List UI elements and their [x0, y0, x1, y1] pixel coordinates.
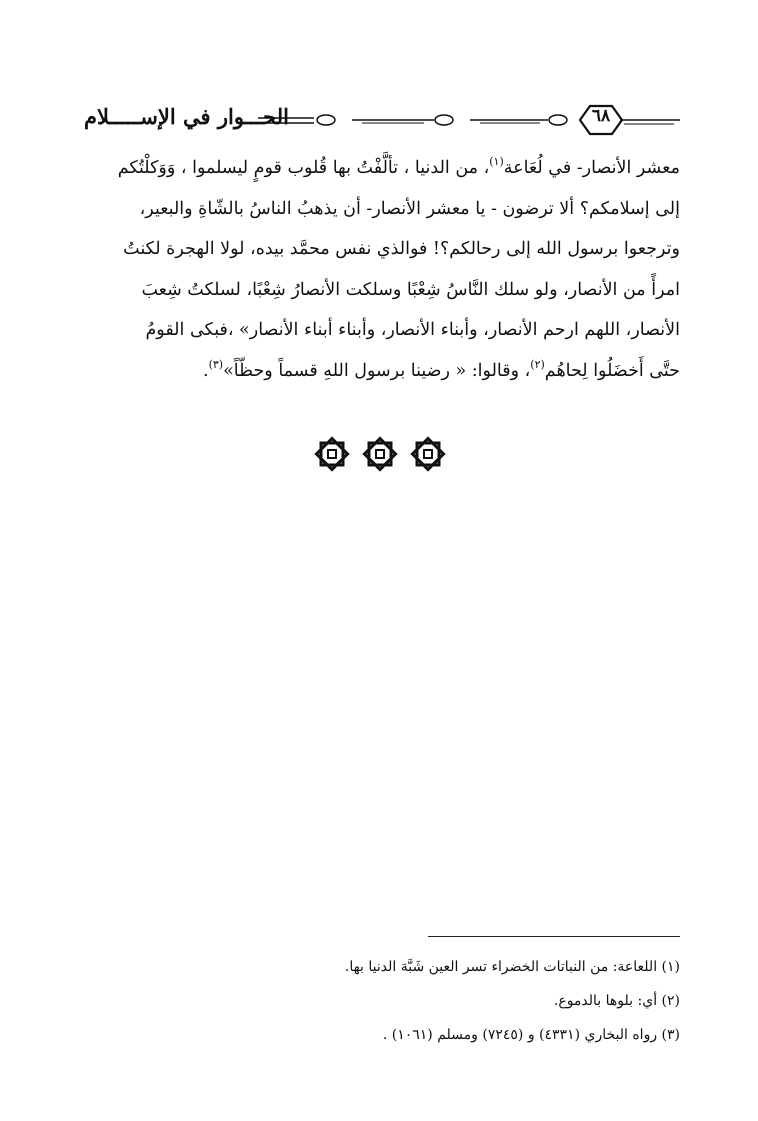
star-ornament-icon — [412, 438, 443, 469]
page-number: ٦٨ — [591, 106, 611, 126]
star-ornament-icon — [316, 438, 347, 469]
text-line: الأنصار، اللهم ارحم الأنصار، وأبناء الأنصار، وأبناء أبناء الأنصار» ،فبكى القومُ — [145, 320, 680, 340]
footnote-ref[interactable]: (٢) — [530, 357, 545, 371]
footnotes — [200, 950, 680, 1052]
footnote-item: (٢) أي: بلوها بالدموع. — [553, 993, 680, 1009]
text-line: امرأً من الأنصار، ولو سلك النَّاسُ شِعْبًا وسلكت الأنصارُ شِعْبًا، لسلكتُ شِعبَ — [141, 279, 680, 300]
page-header — [84, 100, 680, 140]
main-text — [84, 148, 680, 391]
section-ornaments — [310, 434, 450, 474]
text-line: معشر الأنصار- في لُعَاعة$^{(١)}$، من الدنيا ، تألَّفْتُ بها قُلوب قومٍ ليسلموا ، وَوَكلْتُكم — [117, 155, 680, 178]
footnote-item: (١) اللعاعة: من النباتات الخضراء تسر العين شَبَّهَ الدنيا بها. — [344, 959, 680, 975]
text-line: وترجعوا برسول الله إلى رحالكم؟! فوالذي نفس محمَّد بيده، لولا الهجرة لكنتُ — [123, 239, 680, 259]
footnote-ref[interactable]: (١) — [489, 155, 504, 168]
footnote-ref[interactable]: (٣) — [208, 357, 224, 371]
text-line: إلى إسلامكم؟ ألا ترضون - يا معشر الأنصار- أن يذهبُ الناسُ بالشّاةِ والبعير، — [139, 198, 680, 219]
footnote-divider — [428, 936, 680, 937]
footnote-item: (٣) رواه البخاري (٤٣٣١) و (٧٢٤٥) ومسلم (١٠٦١) . — [382, 1027, 680, 1043]
text-line: حتَّى أَخضَلُوا لِحاهُم$^{(٢)}$، وقالوا: « رضينا برسول اللهِ قسماً وحظّاً»$^{(٣)}$. — [203, 357, 680, 381]
star-ornament-icon — [364, 438, 395, 469]
running-title: الحـــوار في الإســـــلام — [84, 104, 289, 129]
